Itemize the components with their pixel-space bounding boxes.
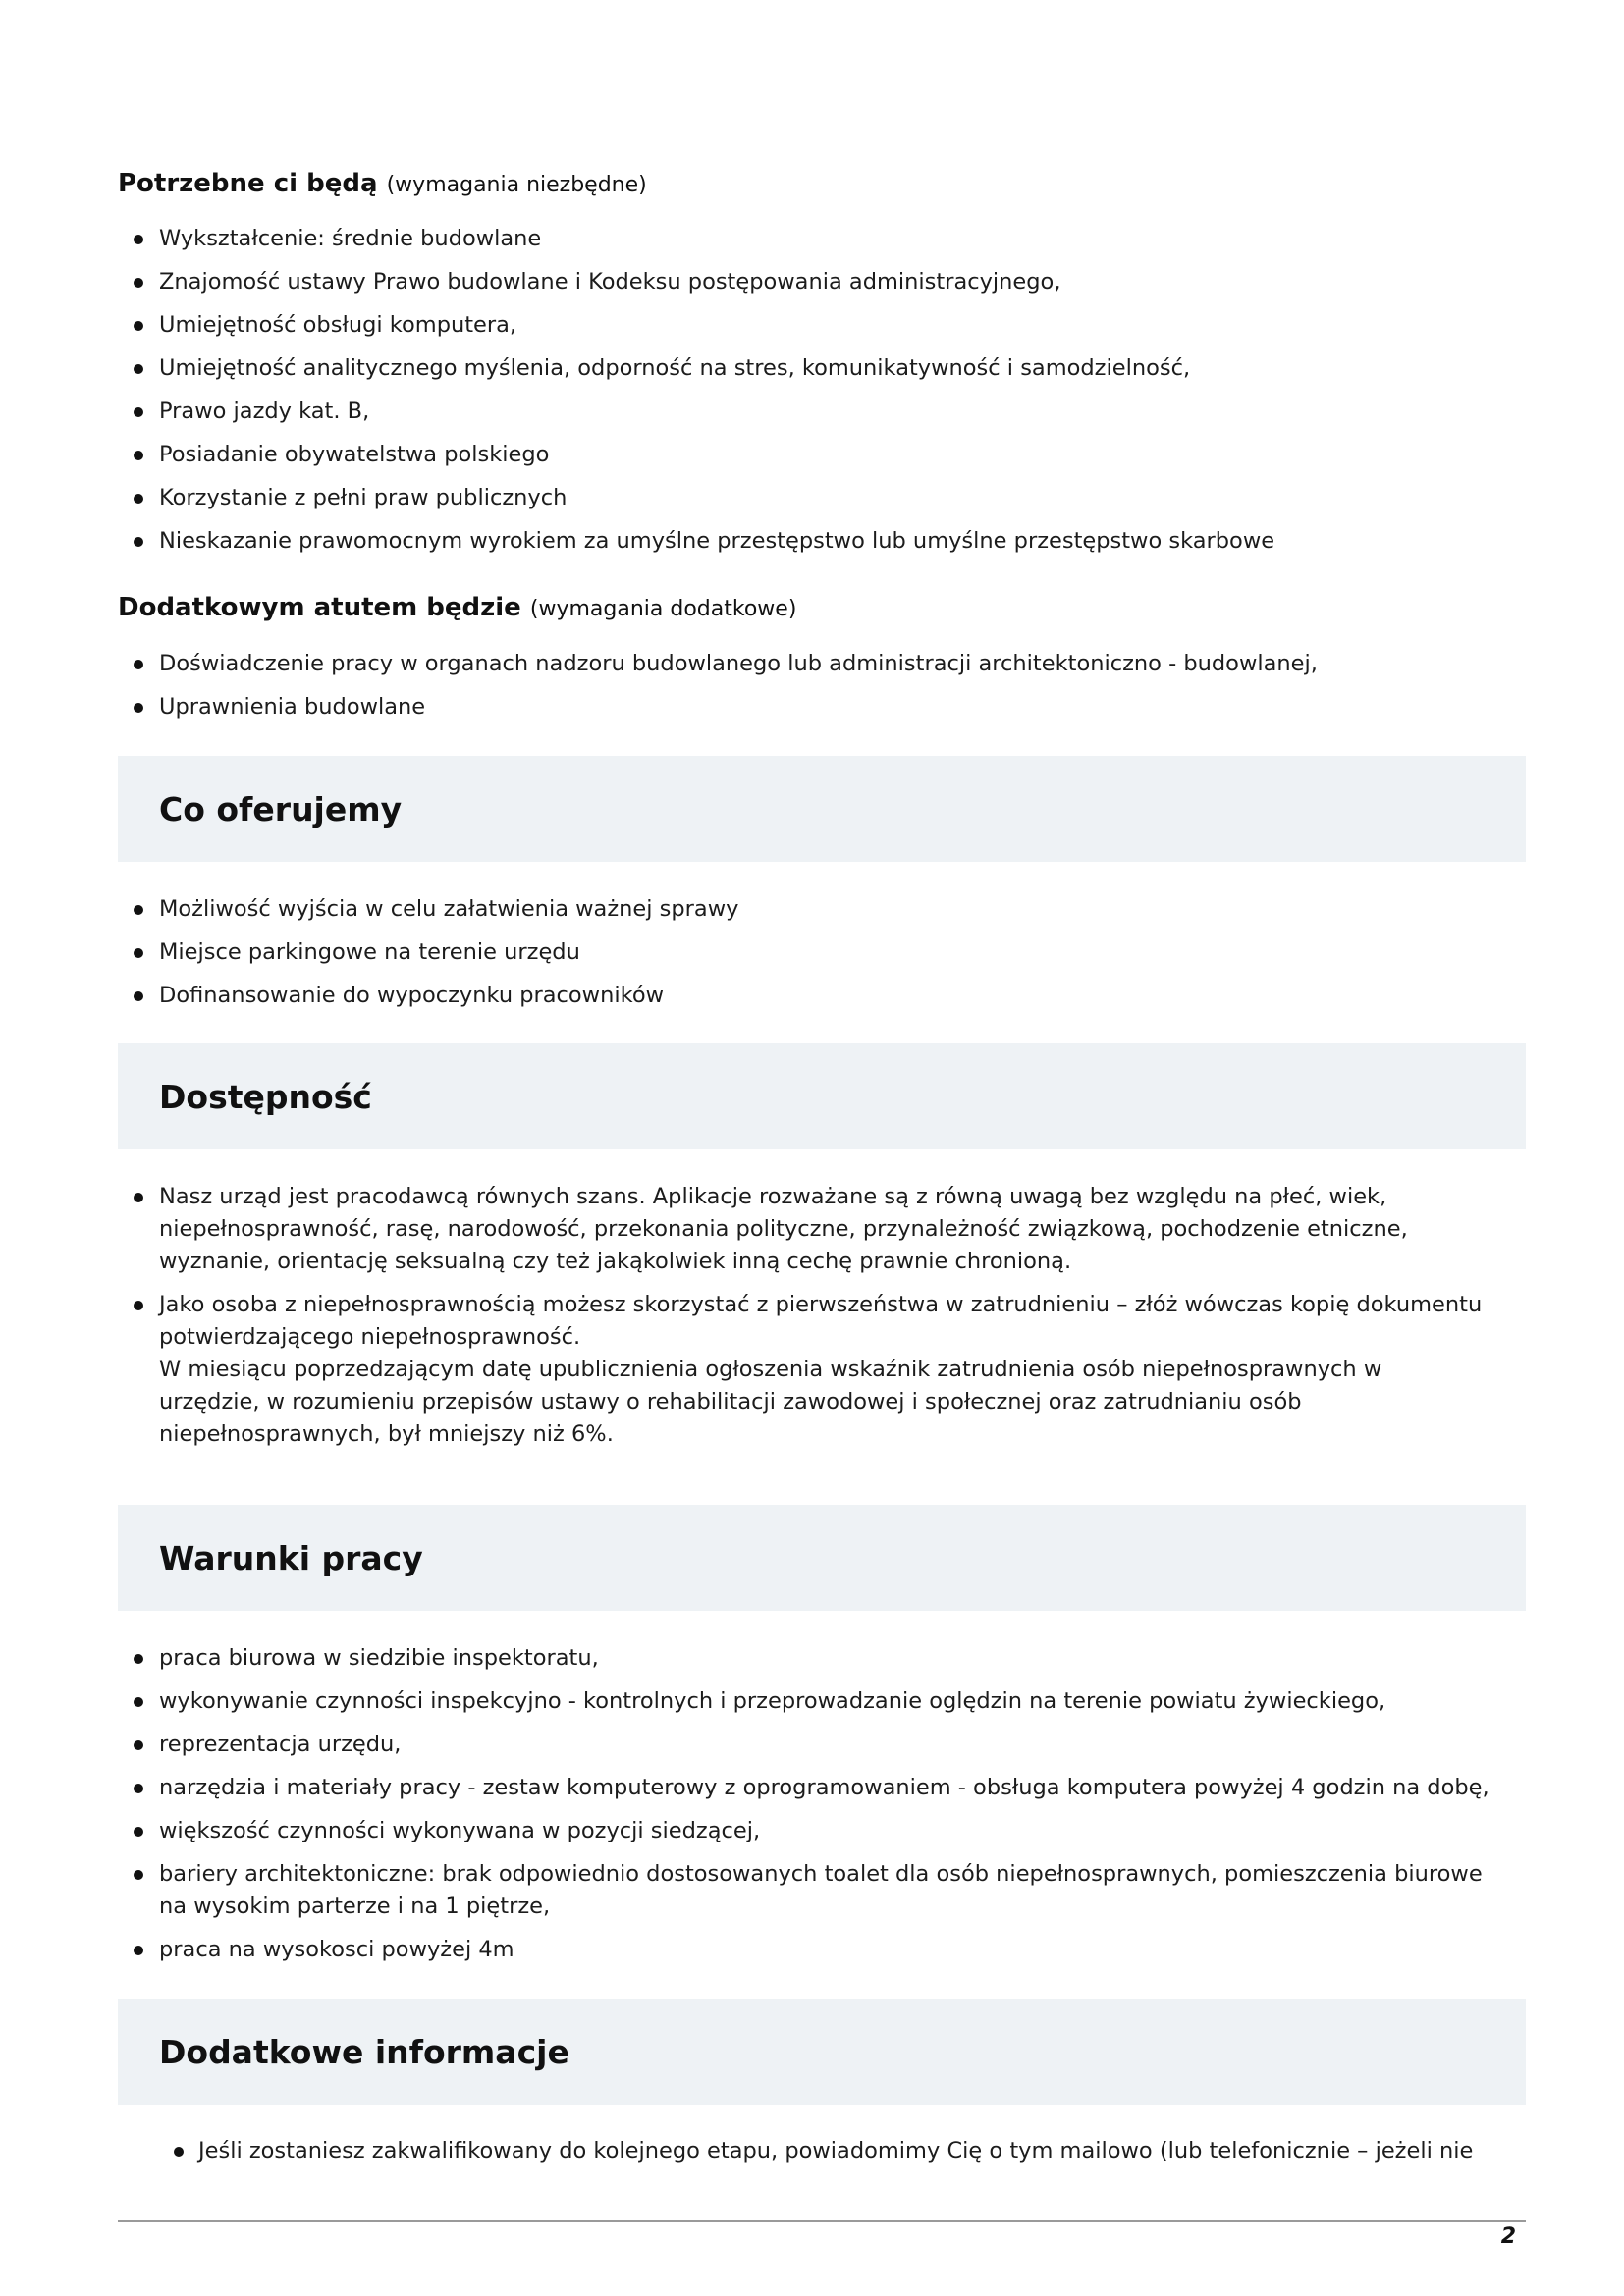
conditions-list <box>118 1642 1526 1977</box>
list-item: Umiejętność obsługi komputera, <box>118 309 1526 342</box>
list-item: Nieskazanie prawomocnym wyrokiem za umyślne przestępstwo lub umyślne przestępstwo skarbowe <box>118 525 1526 558</box>
list-item: Korzystanie z pełni praw publicznych <box>118 482 1526 514</box>
accessibility-employment-rate-text: W miesiącu poprzedzającym datę upublicznienia ogłoszenia wskaźnik zatrudnienia osób niepełnosprawnych w urzędzie, w rozumieniu przepisów ustawy o rehabilitacji zawodowej i społecznej oraz zatrudnianiu osób niepełnosprawnych, był mniejszy niż 6%. <box>159 1357 1382 1447</box>
list-item: Doświadczenie pracy w organach nadzoru budowlanego lub administracji architektoniczno - budowlanej, <box>118 648 1526 680</box>
list-item: reprezentacja urzędu, <box>118 1729 1526 1761</box>
list-item: większość czynności wykonywana w pozycji siedzącej, <box>118 1815 1526 1847</box>
conditions-title: Warunki pracy <box>159 1538 423 1577</box>
offer-section-header <box>118 756 1526 862</box>
list-item: praca biurowa w siedzibie inspektoratu, <box>118 1642 1526 1675</box>
page-number: 2 <box>1500 2224 1516 2249</box>
required-list <box>118 223 1526 568</box>
footer-divider <box>118 2220 1526 2222</box>
list-item: wykonywanie czynności inspekcyjno - kontrolnych i przeprowadzanie oględzin na terenie powiatu żywieckiego, <box>118 1685 1526 1718</box>
list-item: Możliwość wyjścia w celu załatwienia ważnej sprawy <box>118 893 1526 926</box>
offer-title: Co oferujemy <box>159 789 403 828</box>
required-heading-title: Potrzebne ci będą <box>118 169 378 198</box>
accessibility-equal-opportunity-text: Nasz urząd jest pracodawcą równych szans. Aplikacje rozważane są z równą uwagą bez względu na płeć, wiek, niepełnosprawność, rasę, narodowość, przekonania polityczne, przynależność związkową, pochodzenie etniczne, wyznanie, orientację seksualną czy też jakąkolwiek inną cechę prawnie chronioną. <box>159 1184 1408 1274</box>
list-item: Znajomość ustawy Prawo budowlane i Kodeksu postępowania administracyjnego, <box>118 266 1526 298</box>
accessibility-title: Dostępność <box>159 1077 372 1116</box>
list-item: Dofinansowanie do wypoczynku pracowników <box>118 980 1526 1012</box>
list-item: Prawo jazdy kat. B, <box>118 396 1526 428</box>
more-info-title: Dodatkowe informacje <box>159 2032 569 2071</box>
list-item <box>118 1289 1526 1451</box>
more-info-section-header <box>118 1999 1526 2105</box>
list-item: Umiejętność analitycznego myślenia, odporność na stres, komunikatywność i samodzielność, <box>118 352 1526 385</box>
more-info-list <box>118 2135 1526 2178</box>
required-heading <box>118 167 647 202</box>
list-item: narzędzia i materiały pracy - zestaw komputerowy z oprogramowaniem - obsługa komputera powyżej 4 godzin na dobę, <box>118 1772 1526 1804</box>
accessibility-section-header <box>118 1043 1526 1149</box>
additional-list <box>118 648 1526 734</box>
additional-heading-title: Dodatkowym atutem będzie <box>118 593 521 622</box>
list-item: praca na wysokosci powyżej 4m <box>118 1934 1526 1966</box>
list-item: Wykształcenie: średnie budowlane <box>118 223 1526 255</box>
additional-heading-note: (wymagania dodatkowe) <box>529 597 797 621</box>
offer-list <box>118 893 1526 1023</box>
list-item <box>118 1181 1526 1278</box>
list-item: Uprawnienia budowlane <box>118 691 1526 723</box>
required-heading-note: (wymagania niezbędne) <box>386 173 647 197</box>
accessibility-priority-text: Jako osoba z niepełnosprawnością możesz skorzystać z pierwszeństwa w zatrudnieniu – złóż wówczas kopię dokumentu potwierdzającego niepełnosprawność. <box>159 1292 1483 1350</box>
conditions-section-header <box>118 1505 1526 1611</box>
list-item: bariery architektoniczne: brak odpowiednio dostosowanych toalet dla osób niepełnosprawnych, pomieszczenia biurowe na wysokim parterze i na 1 piętrze, <box>118 1858 1526 1923</box>
list-item: Miejsce parkingowe na terenie urzędu <box>118 936 1526 969</box>
additional-heading <box>118 591 796 626</box>
list-item: Jeśli zostaniesz zakwalifikowany do kolejnego etapu, powiadomimy Cię o tym mailowo (lub telefonicznie – jeżeli nie <box>118 2135 1526 2167</box>
accessibility-list <box>118 1181 1526 1462</box>
list-item: Posiadanie obywatelstwa polskiego <box>118 439 1526 471</box>
